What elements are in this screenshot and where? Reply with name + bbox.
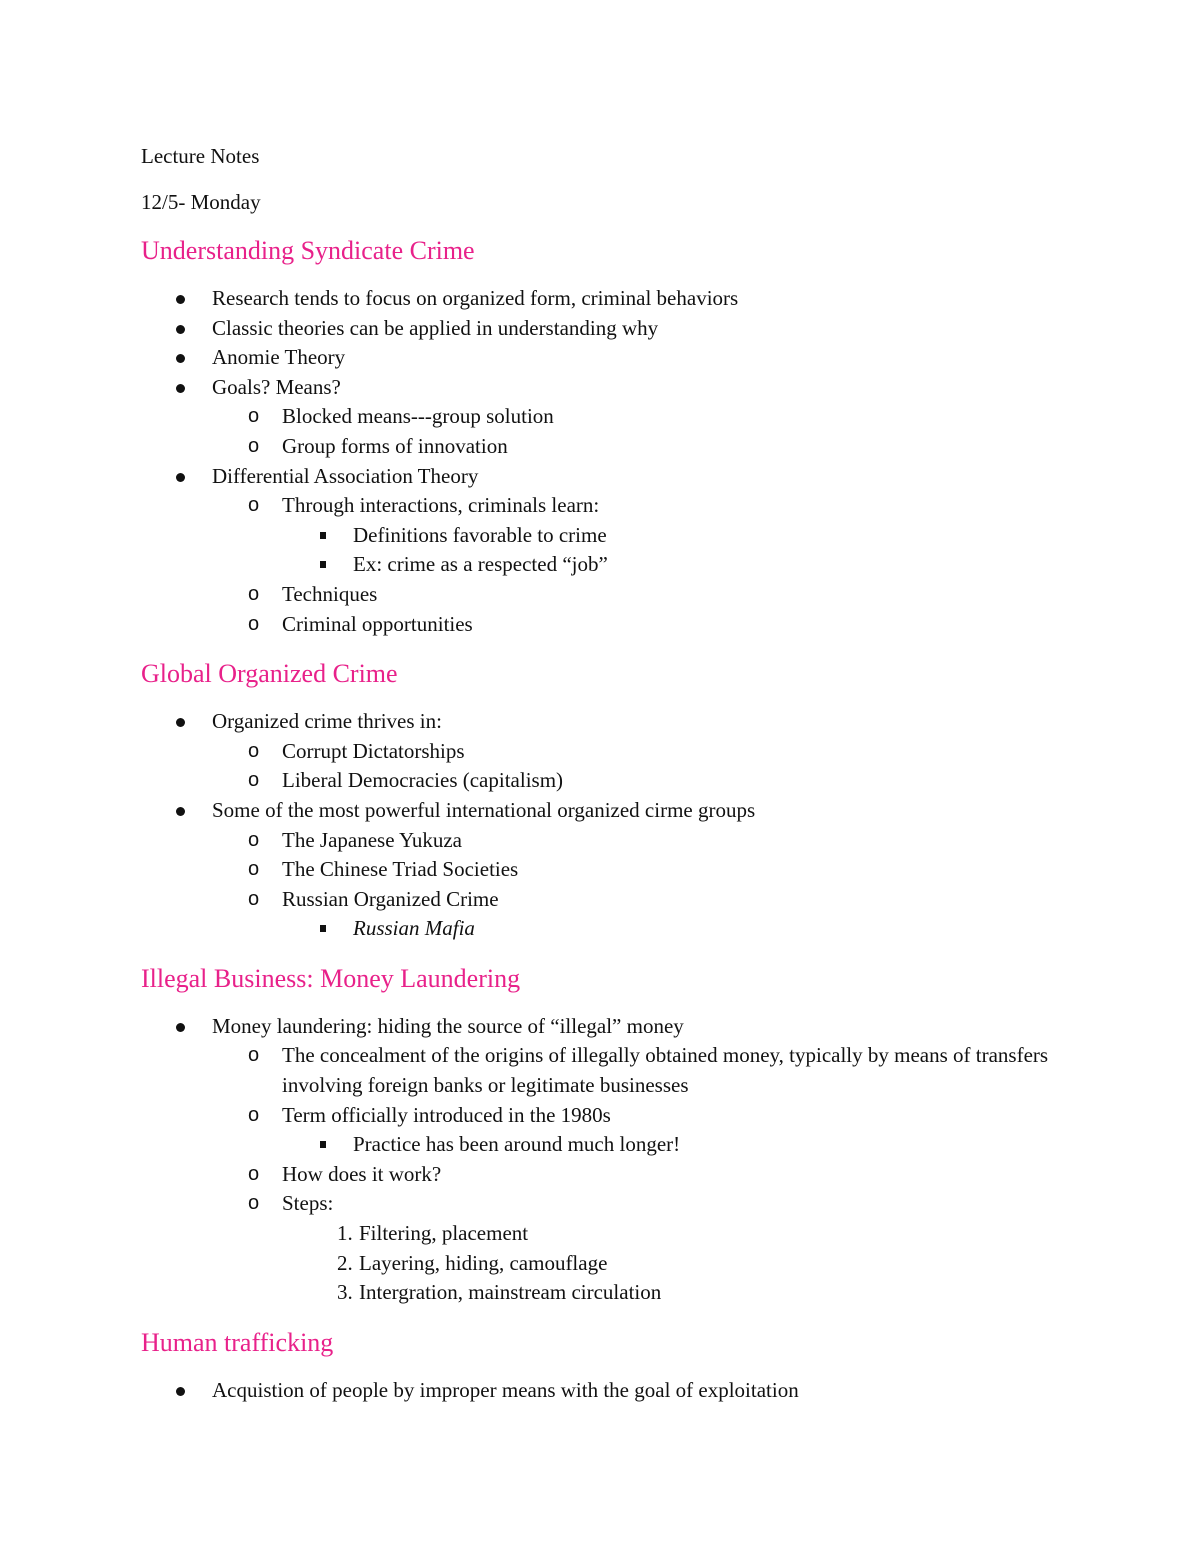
list-item (141, 314, 1080, 344)
list-item-text: Definitions favorable to crime (353, 522, 607, 547)
sub-list-item (141, 1041, 1080, 1100)
bullet-list (141, 284, 1080, 639)
sub-list-item (141, 766, 1080, 796)
sub-list-item (141, 1189, 1080, 1307)
list-item-text: Some of the most powerful international organized cirme groups (212, 797, 756, 822)
circle-bullet-icon: o (248, 1192, 260, 1215)
numbered-list-item (141, 1219, 1080, 1249)
list-item-text: Liberal Democracies (capitalism) (282, 768, 564, 793)
circle-bullet-icon: o (248, 1044, 260, 1067)
list-item-text: Russian Organized Crime (282, 886, 499, 911)
sub-sub-list (141, 914, 1080, 944)
list-item-text: Steps: (282, 1191, 334, 1216)
list-item-text: Anomie Theory (212, 345, 346, 370)
circle-bullet-icon: o (248, 858, 260, 881)
sub-list (141, 491, 1080, 639)
list-item (141, 462, 1080, 640)
list-number: 3. (337, 1280, 353, 1305)
sub-list-item (141, 402, 1080, 432)
document-date: 12/5- Monday (141, 190, 261, 214)
list-item-text: Ex: crime as a respected “job” (353, 552, 608, 577)
sub-list-item (141, 737, 1080, 767)
numbered-list-item (141, 1249, 1080, 1279)
circle-bullet-icon: o (248, 1162, 260, 1185)
list-item-text: The Japanese Yukuza (282, 827, 462, 852)
bullet-list (141, 707, 1080, 944)
list-item-text: The Chinese Triad Societies (282, 857, 519, 882)
list-item (141, 707, 1080, 796)
list-item-text: Goals? Means? (212, 374, 341, 399)
list-item (141, 1012, 1080, 1308)
square-bullet-icon (318, 550, 353, 580)
list-item-text: Money laundering: hiding the source of “illegal” money (212, 1013, 684, 1038)
list-item (141, 343, 1080, 373)
list-item (141, 284, 1080, 314)
square-bullet-icon (318, 521, 353, 551)
circle-bullet-icon: o (248, 828, 260, 851)
sub-list (141, 737, 1080, 796)
sub-list-item (141, 826, 1080, 856)
numbered-list (141, 1219, 1080, 1308)
bullet-icon (141, 314, 212, 344)
circle-bullet-icon: o (248, 887, 260, 910)
section-heading: Understanding Syndicate Crime (141, 236, 475, 265)
section-heading: Human trafficking (141, 1327, 334, 1357)
list-item-text: Techniques (282, 581, 378, 606)
bullet-icon (141, 1012, 212, 1042)
list-item-text: The concealment of the origins of illegally obtained money, typically by means of transfers involving foreign banks or legitimate businesses (282, 1043, 1049, 1098)
sub-list-item (141, 491, 1080, 580)
sub-list-item (141, 885, 1080, 944)
list-item-text: Through interactions, criminals learn: (282, 493, 600, 518)
sub-list-item (141, 1160, 1080, 1190)
circle-bullet-icon: o (248, 405, 260, 428)
list-item (141, 796, 1080, 944)
list-item-text: Classic theories can be applied in understanding why (212, 315, 659, 340)
bullet-icon (141, 796, 212, 826)
list-item-text: Research tends to focus on organized form, criminal behaviors (212, 286, 739, 310)
circle-bullet-icon: o (248, 739, 260, 762)
square-bullet-icon (318, 914, 353, 944)
sub-sub-list-item (141, 521, 1080, 551)
sub-list-item (141, 855, 1080, 885)
sub-sub-list-item (141, 914, 1080, 944)
list-number: 1. (337, 1221, 353, 1246)
list-item-text: Acquistion of people by improper means with the goal of exploitation (212, 1377, 799, 1402)
list-item-text: Blocked means---group solution (282, 404, 554, 429)
numbered-list-item (141, 1278, 1080, 1308)
section-heading: Global Organized Crime (141, 659, 398, 689)
circle-bullet-icon: o (248, 582, 260, 605)
circle-bullet-icon: o (248, 612, 260, 635)
sub-list-item (141, 1101, 1080, 1160)
list-item-text: Russian Mafia (353, 916, 475, 941)
list-number: 2. (337, 1250, 353, 1275)
sub-list (141, 1041, 1080, 1307)
list-item-text: Criminal opportunities (282, 611, 473, 636)
circle-bullet-icon: o (248, 494, 260, 517)
sub-list-item (141, 432, 1080, 462)
list-item-text: Intergration, mainstream circulation (359, 1280, 662, 1305)
circle-bullet-icon: o (248, 434, 260, 457)
sub-list-item (141, 610, 1080, 640)
sub-sub-list (141, 521, 1080, 580)
list-item-text: Corrupt Dictatorships (282, 738, 465, 763)
bullet-icon (141, 462, 212, 492)
bullet-icon (141, 1376, 212, 1406)
square-bullet-icon (318, 1130, 353, 1160)
list-item-text: Practice has been around much longer! (353, 1132, 681, 1157)
bullet-icon (141, 373, 212, 403)
sub-list (141, 402, 1080, 461)
bullet-icon (141, 284, 212, 314)
list-item-text: Differential Association Theory (212, 463, 479, 488)
sub-sub-list-item (141, 1130, 1080, 1160)
list-item-text: Organized crime thrives in: (212, 709, 442, 734)
list-item-text: Layering, hiding, camouflage (359, 1250, 608, 1275)
sub-sub-list (141, 1130, 1080, 1160)
bullet-list (141, 1376, 1080, 1406)
document-title: Lecture Notes (141, 144, 260, 168)
circle-bullet-icon: o (248, 769, 260, 792)
sub-sub-list-item (141, 550, 1080, 580)
bullet-list (141, 1012, 1080, 1308)
sub-list-item (141, 580, 1080, 610)
list-item-text: Term officially introduced in the 1980s (282, 1102, 611, 1127)
bullet-icon (141, 707, 212, 737)
list-item (141, 1376, 1080, 1406)
bullet-icon (141, 343, 212, 373)
circle-bullet-icon: o (248, 1103, 260, 1126)
list-item-text: Filtering, placement (359, 1221, 529, 1246)
section-heading: Illegal Business: Money Laundering (141, 963, 521, 993)
list-item-text: Group forms of innovation (282, 433, 508, 458)
sub-list (141, 826, 1080, 944)
list-item (141, 373, 1080, 462)
list-item-text: How does it work? (282, 1161, 442, 1186)
